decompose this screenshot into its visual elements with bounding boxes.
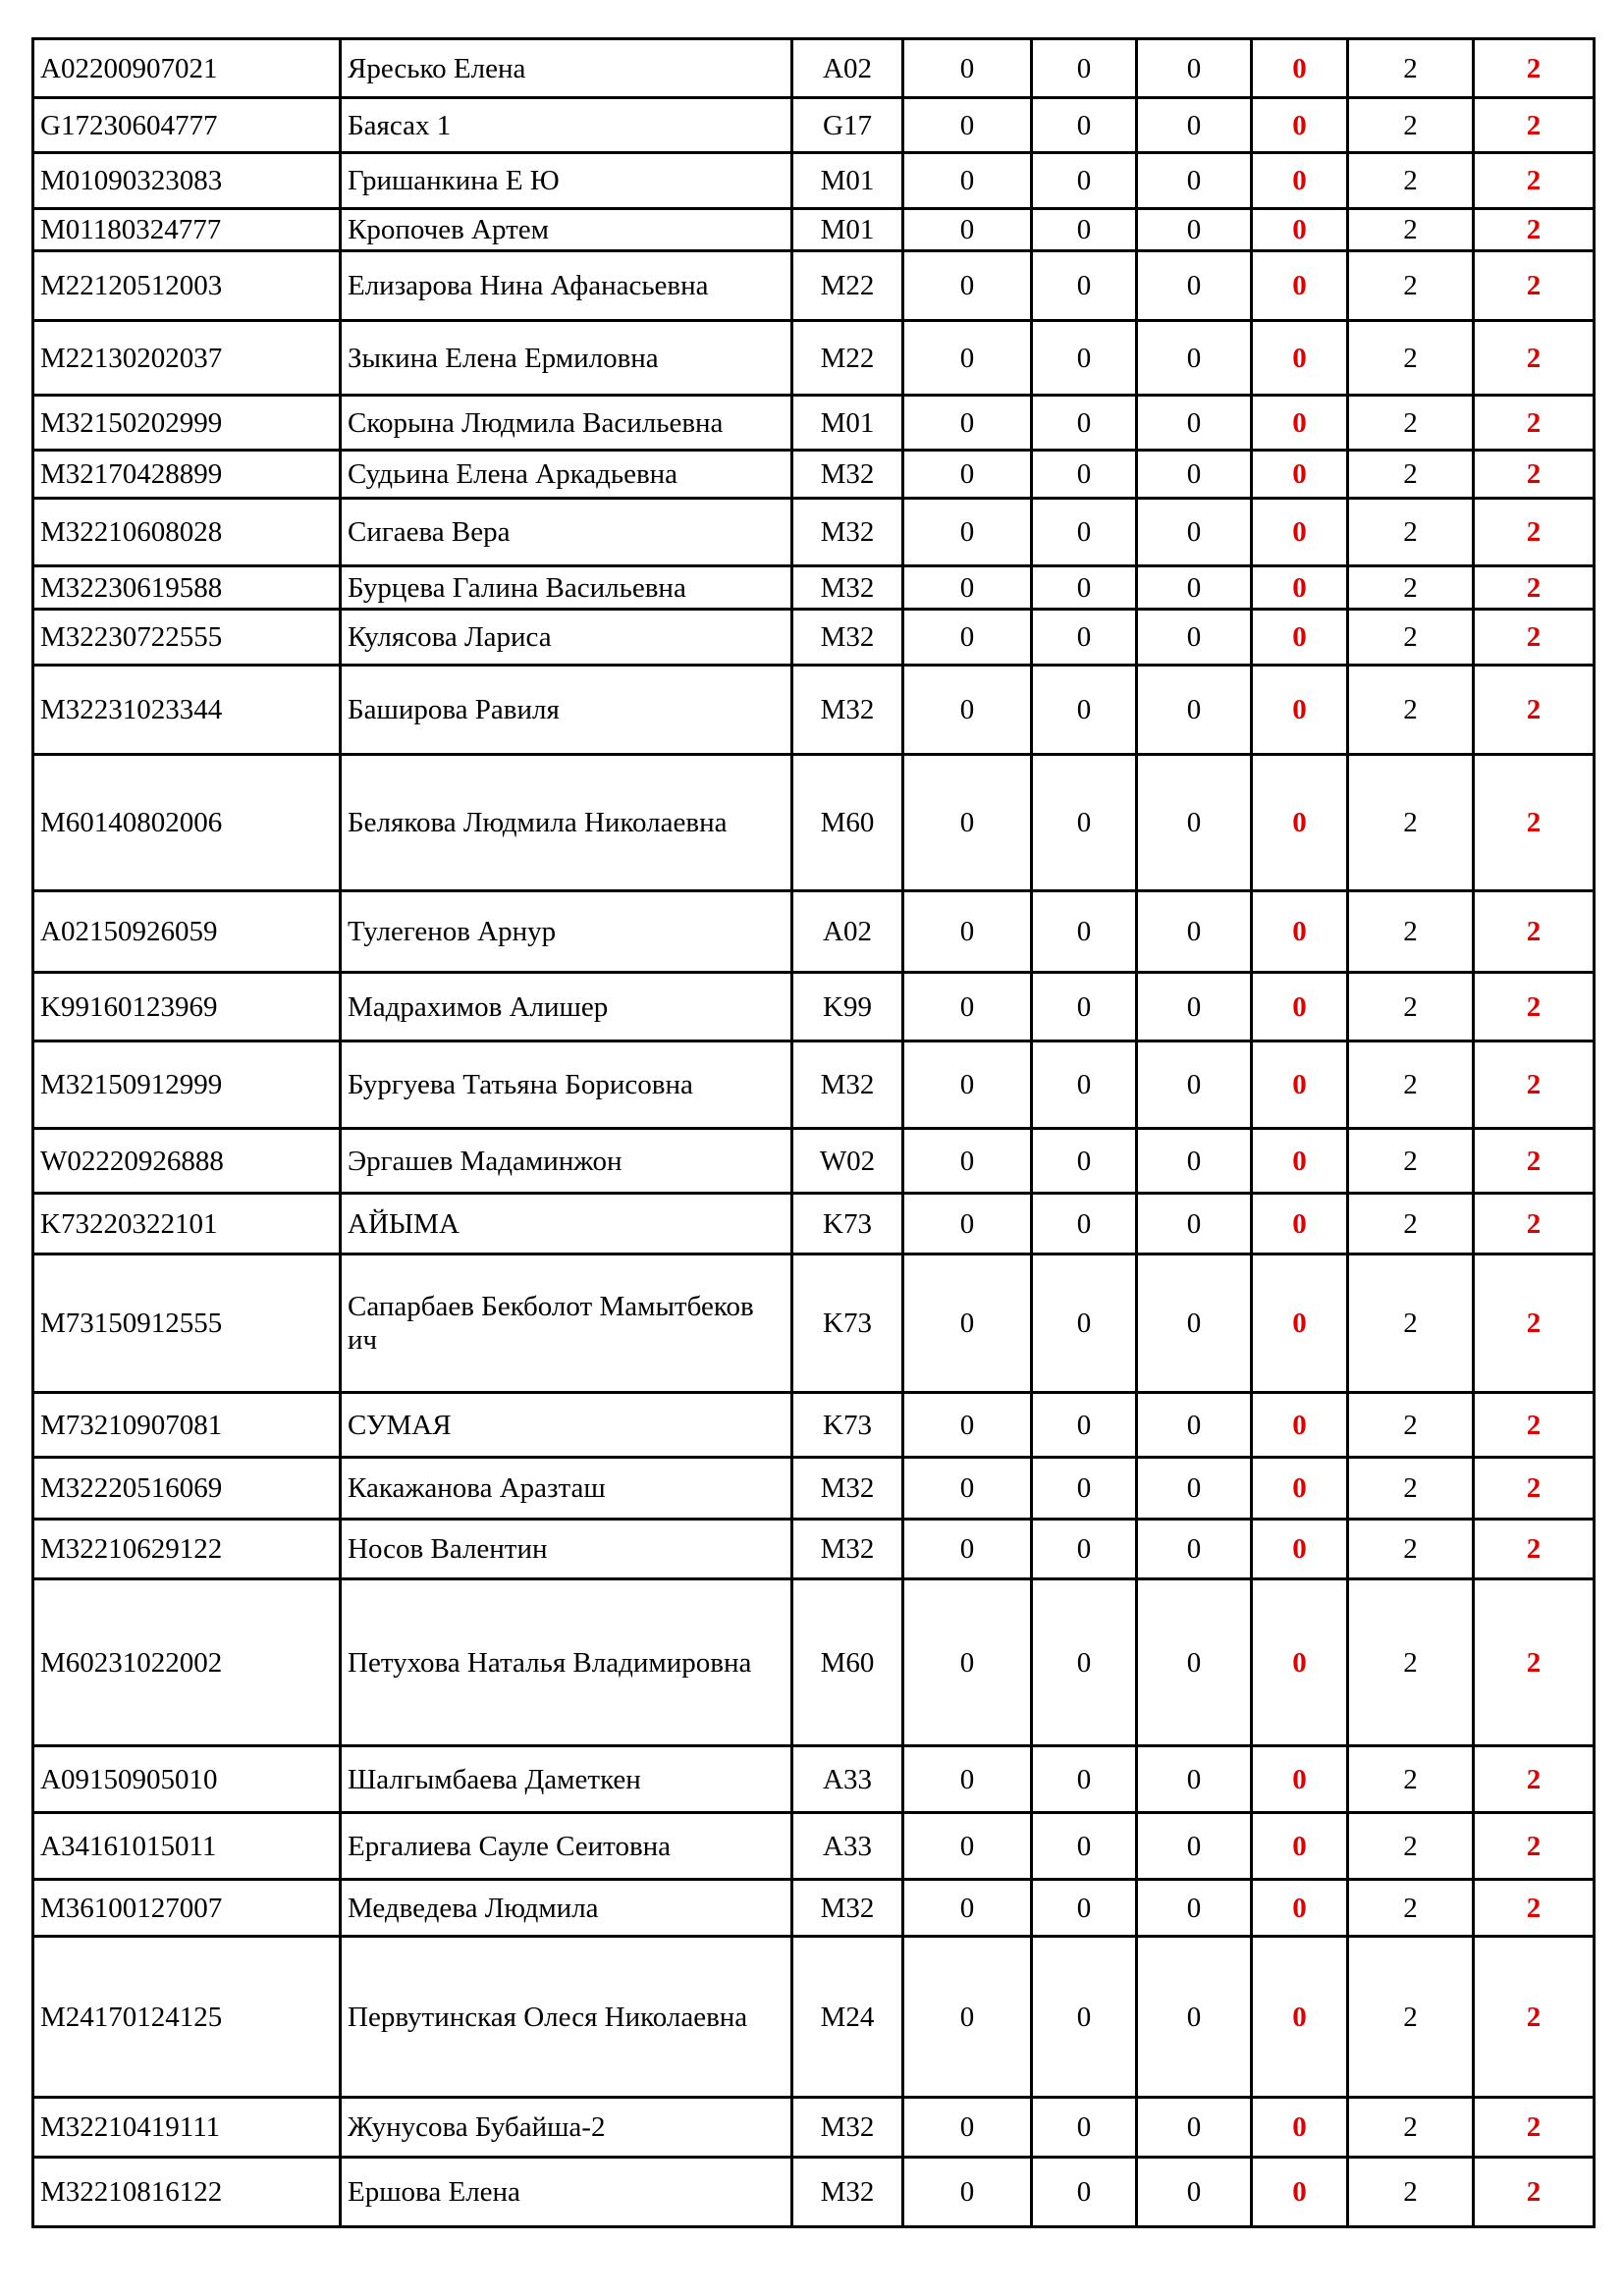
account-id-cell: M32230619588	[33, 566, 341, 610]
value-5-cell: 2	[1348, 499, 1474, 566]
value-5-cell: 2	[1348, 321, 1474, 396]
value-4-cell: 0	[1252, 451, 1348, 499]
client-name-cell: Медведева Людмила	[341, 1880, 792, 1937]
value-5-cell: 2	[1348, 451, 1474, 499]
branch-code-cell: M32	[792, 666, 903, 755]
value-5-cell: 2	[1348, 1129, 1474, 1194]
value-1-cell: 0	[903, 1880, 1032, 1937]
branch-code-cell: M32	[792, 1520, 903, 1579]
value-1-cell: 0	[903, 98, 1032, 153]
table-row	[33, 973, 1595, 1041]
value-3-cell: 0	[1137, 610, 1252, 666]
data-table	[31, 37, 1596, 2228]
value-4-cell: 0	[1252, 891, 1348, 973]
client-name-cell: Гришанкина Е Ю	[341, 153, 792, 209]
value-3-cell: 0	[1137, 1129, 1252, 1194]
value-3-cell: 0	[1137, 1520, 1252, 1579]
account-id-cell: M32230722555	[33, 610, 341, 666]
value-2-cell: 0	[1032, 1129, 1137, 1194]
value-3-cell: 0	[1137, 209, 1252, 251]
value-3-cell: 0	[1137, 666, 1252, 755]
account-id-cell: M32210608028	[33, 499, 341, 566]
value-1-cell: 0	[903, 1813, 1032, 1880]
branch-code-cell: K73	[792, 1194, 903, 1255]
value-5-cell: 2	[1348, 1393, 1474, 1458]
value-4-cell: 0	[1252, 1813, 1348, 1880]
value-3-cell: 0	[1137, 1041, 1252, 1129]
value-2-cell: 0	[1032, 1880, 1137, 1937]
client-name-cell: Ергалиева Сауле Сеитовна	[341, 1813, 792, 1880]
table-row	[33, 98, 1595, 153]
value-6-cell: 2	[1474, 666, 1595, 755]
client-name-cell: Жунусова Бубайша-2	[341, 2098, 792, 2158]
branch-code-cell: W02	[792, 1129, 903, 1194]
account-id-cell: M01180324777	[33, 209, 341, 251]
value-2-cell: 0	[1032, 396, 1137, 451]
branch-code-cell: M32	[792, 610, 903, 666]
value-5-cell: 2	[1348, 1579, 1474, 1746]
value-2-cell: 0	[1032, 1194, 1137, 1255]
value-3-cell: 0	[1137, 891, 1252, 973]
value-3-cell: 0	[1137, 396, 1252, 451]
table-row	[33, 1937, 1595, 2098]
branch-code-cell: M32	[792, 451, 903, 499]
table-row	[33, 891, 1595, 973]
client-name-cell: Яресько Елена	[341, 39, 792, 98]
branch-code-cell: M01	[792, 209, 903, 251]
table-row	[33, 153, 1595, 209]
value-6-cell: 2	[1474, 973, 1595, 1041]
table-row	[33, 251, 1595, 321]
value-4-cell: 0	[1252, 610, 1348, 666]
value-6-cell: 2	[1474, 1520, 1595, 1579]
account-id-cell: M32150912999	[33, 1041, 341, 1129]
value-4-cell: 0	[1252, 98, 1348, 153]
account-id-cell: M32210629122	[33, 1520, 341, 1579]
account-id-cell: K73220322101	[33, 1194, 341, 1255]
value-4-cell: 0	[1252, 1393, 1348, 1458]
value-3-cell: 0	[1137, 153, 1252, 209]
account-id-cell: A02200907021	[33, 39, 341, 98]
table-row	[33, 39, 1595, 98]
value-1-cell: 0	[903, 666, 1032, 755]
value-4-cell: 0	[1252, 153, 1348, 209]
client-name-cell: Первутинская Олеся Николаевна	[341, 1937, 792, 2098]
value-4-cell: 0	[1252, 1520, 1348, 1579]
table-row	[33, 1880, 1595, 1937]
value-4-cell: 0	[1252, 1937, 1348, 2098]
value-5-cell: 2	[1348, 209, 1474, 251]
value-2-cell: 0	[1032, 209, 1137, 251]
value-6-cell: 2	[1474, 251, 1595, 321]
table-row	[33, 1255, 1595, 1393]
value-4-cell: 0	[1252, 2158, 1348, 2227]
table-row	[33, 451, 1595, 499]
value-1-cell: 0	[903, 2098, 1032, 2158]
client-name-cell: Зыкина Елена Ермиловна	[341, 321, 792, 396]
branch-code-cell: A33	[792, 1746, 903, 1813]
value-1-cell: 0	[903, 451, 1032, 499]
account-id-cell: M22120512003	[33, 251, 341, 321]
value-2-cell: 0	[1032, 1520, 1137, 1579]
account-id-cell: A09150905010	[33, 1746, 341, 1813]
value-2-cell: 0	[1032, 98, 1137, 153]
value-1-cell: 0	[903, 251, 1032, 321]
client-name-cell: Скорына Людмила Васильевна	[341, 396, 792, 451]
value-5-cell: 2	[1348, 1746, 1474, 1813]
table-row	[33, 1393, 1595, 1458]
account-id-cell: M32210419111	[33, 2098, 341, 2158]
value-5-cell: 2	[1348, 1937, 1474, 2098]
value-5-cell: 2	[1348, 1458, 1474, 1520]
table-row	[33, 566, 1595, 610]
value-3-cell: 0	[1137, 973, 1252, 1041]
value-4-cell: 0	[1252, 973, 1348, 1041]
value-4-cell: 0	[1252, 666, 1348, 755]
value-2-cell: 0	[1032, 666, 1137, 755]
value-6-cell: 2	[1474, 1746, 1595, 1813]
value-3-cell: 0	[1137, 1746, 1252, 1813]
value-2-cell: 0	[1032, 973, 1137, 1041]
value-6-cell: 2	[1474, 610, 1595, 666]
table-row	[33, 1041, 1595, 1129]
value-6-cell: 2	[1474, 153, 1595, 209]
table-row	[33, 1746, 1595, 1813]
value-3-cell: 0	[1137, 1255, 1252, 1393]
value-1-cell: 0	[903, 499, 1032, 566]
value-3-cell: 0	[1137, 1813, 1252, 1880]
value-6-cell: 2	[1474, 1937, 1595, 2098]
account-id-cell: M01090323083	[33, 153, 341, 209]
value-2-cell: 0	[1032, 1393, 1137, 1458]
value-2-cell: 0	[1032, 755, 1137, 891]
value-6-cell: 2	[1474, 1458, 1595, 1520]
client-name-cell: Какажанова Аразташ	[341, 1458, 792, 1520]
value-2-cell: 0	[1032, 2098, 1137, 2158]
value-2-cell: 0	[1032, 251, 1137, 321]
account-id-cell: M32150202999	[33, 396, 341, 451]
table-row	[33, 1579, 1595, 1746]
branch-code-cell: M22	[792, 251, 903, 321]
account-id-cell: M32220516069	[33, 1458, 341, 1520]
branch-code-cell: K73	[792, 1393, 903, 1458]
client-name-cell: Баясах 1	[341, 98, 792, 153]
value-1-cell: 0	[903, 1579, 1032, 1746]
value-2-cell: 0	[1032, 499, 1137, 566]
client-name-cell: Бургуева Татьяна Борисовна	[341, 1041, 792, 1129]
value-1-cell: 0	[903, 39, 1032, 98]
data-table-container	[31, 37, 1593, 2228]
value-6-cell: 2	[1474, 1393, 1595, 1458]
branch-code-cell: A02	[792, 891, 903, 973]
value-3-cell: 0	[1137, 1458, 1252, 1520]
value-1-cell: 0	[903, 321, 1032, 396]
client-name-cell: Баширова Равиля	[341, 666, 792, 755]
value-5-cell: 2	[1348, 666, 1474, 755]
value-2-cell: 0	[1032, 153, 1137, 209]
value-4-cell: 0	[1252, 1880, 1348, 1937]
value-1-cell: 0	[903, 1129, 1032, 1194]
client-name-cell: Тулегенов Арнур	[341, 891, 792, 973]
value-6-cell: 2	[1474, 1579, 1595, 1746]
table-row	[33, 499, 1595, 566]
client-name-cell: Белякова Людмила Николаевна	[341, 755, 792, 891]
branch-code-cell: M60	[792, 1579, 903, 1746]
value-4-cell: 0	[1252, 1255, 1348, 1393]
value-6-cell: 2	[1474, 2158, 1595, 2227]
table-row	[33, 321, 1595, 396]
branch-code-cell: A02	[792, 39, 903, 98]
value-2-cell: 0	[1032, 1579, 1137, 1746]
client-name-cell: Сапарбаев Бекболот Мамытбеков ич	[341, 1255, 792, 1393]
branch-code-cell: M32	[792, 1880, 903, 1937]
value-3-cell: 0	[1137, 1393, 1252, 1458]
value-5-cell: 2	[1348, 1520, 1474, 1579]
value-6-cell: 2	[1474, 451, 1595, 499]
value-2-cell: 0	[1032, 1813, 1137, 1880]
value-1-cell: 0	[903, 891, 1032, 973]
account-id-cell: G17230604777	[33, 98, 341, 153]
value-6-cell: 2	[1474, 98, 1595, 153]
value-2-cell: 0	[1032, 39, 1137, 98]
value-2-cell: 0	[1032, 566, 1137, 610]
table-row	[33, 209, 1595, 251]
account-id-cell: M22130202037	[33, 321, 341, 396]
value-3-cell: 0	[1137, 451, 1252, 499]
account-id-cell: M32210816122	[33, 2158, 341, 2227]
table-row	[33, 2098, 1595, 2158]
value-2-cell: 0	[1032, 321, 1137, 396]
branch-code-cell: M24	[792, 1937, 903, 2098]
value-1-cell: 0	[903, 566, 1032, 610]
value-3-cell: 0	[1137, 2158, 1252, 2227]
value-1-cell: 0	[903, 610, 1032, 666]
value-5-cell: 2	[1348, 153, 1474, 209]
account-id-cell: A34161015011	[33, 1813, 341, 1880]
value-6-cell: 2	[1474, 209, 1595, 251]
branch-code-cell: M01	[792, 396, 903, 451]
account-id-cell: M32231023344	[33, 666, 341, 755]
account-id-cell: M36100127007	[33, 1880, 341, 1937]
branch-code-cell: M32	[792, 499, 903, 566]
value-6-cell: 2	[1474, 39, 1595, 98]
value-2-cell: 0	[1032, 1937, 1137, 2098]
table-row	[33, 1129, 1595, 1194]
value-1-cell: 0	[903, 1937, 1032, 2098]
client-name-cell: АЙЫМА	[341, 1194, 792, 1255]
value-5-cell: 2	[1348, 973, 1474, 1041]
value-6-cell: 2	[1474, 891, 1595, 973]
value-6-cell: 2	[1474, 1041, 1595, 1129]
client-name-cell: Бурцева Галина Васильевна	[341, 566, 792, 610]
account-id-cell: W02220926888	[33, 1129, 341, 1194]
client-name-cell: Петухова Наталья Владимировна	[341, 1579, 792, 1746]
value-5-cell: 2	[1348, 251, 1474, 321]
value-1-cell: 0	[903, 973, 1032, 1041]
value-4-cell: 0	[1252, 1579, 1348, 1746]
table-row	[33, 755, 1595, 891]
value-5-cell: 2	[1348, 1813, 1474, 1880]
value-1-cell: 0	[903, 1520, 1032, 1579]
value-6-cell: 2	[1474, 1813, 1595, 1880]
client-name-cell: Кропочев Артем	[341, 209, 792, 251]
table-body	[33, 39, 1595, 2227]
table-row	[33, 1520, 1595, 1579]
value-5-cell: 2	[1348, 755, 1474, 891]
value-3-cell: 0	[1137, 755, 1252, 891]
value-6-cell: 2	[1474, 1194, 1595, 1255]
account-id-cell: A02150926059	[33, 891, 341, 973]
account-id-cell: M73150912555	[33, 1255, 341, 1393]
table-row	[33, 610, 1595, 666]
account-id-cell: M24170124125	[33, 1937, 341, 2098]
value-4-cell: 0	[1252, 396, 1348, 451]
value-6-cell: 2	[1474, 1255, 1595, 1393]
table-row	[33, 666, 1595, 755]
branch-code-cell: A33	[792, 1813, 903, 1880]
value-5-cell: 2	[1348, 1255, 1474, 1393]
branch-code-cell: M22	[792, 321, 903, 396]
value-4-cell: 0	[1252, 755, 1348, 891]
value-2-cell: 0	[1032, 891, 1137, 973]
value-1-cell: 0	[903, 396, 1032, 451]
branch-code-cell: M32	[792, 566, 903, 610]
table-row	[33, 1194, 1595, 1255]
client-name-cell: Елизарова Нина Афанасьевна	[341, 251, 792, 321]
value-3-cell: 0	[1137, 499, 1252, 566]
value-5-cell: 2	[1348, 1880, 1474, 1937]
value-1-cell: 0	[903, 1458, 1032, 1520]
value-4-cell: 0	[1252, 321, 1348, 396]
table-row	[33, 1458, 1595, 1520]
client-name-cell: Эргашев Мадаминжон	[341, 1129, 792, 1194]
value-4-cell: 0	[1252, 499, 1348, 566]
table-row	[33, 2158, 1595, 2227]
client-name-cell: Сигаева Вера	[341, 499, 792, 566]
value-4-cell: 0	[1252, 1041, 1348, 1129]
client-name-cell: Носов Валентин	[341, 1520, 792, 1579]
value-5-cell: 2	[1348, 39, 1474, 98]
value-3-cell: 0	[1137, 566, 1252, 610]
value-4-cell: 0	[1252, 251, 1348, 321]
value-4-cell: 0	[1252, 209, 1348, 251]
client-name-cell: Шалгымбаева Даметкен	[341, 1746, 792, 1813]
value-6-cell: 2	[1474, 396, 1595, 451]
value-6-cell: 2	[1474, 2098, 1595, 2158]
value-5-cell: 2	[1348, 566, 1474, 610]
client-name-cell: СУМАЯ	[341, 1393, 792, 1458]
value-5-cell: 2	[1348, 610, 1474, 666]
account-id-cell: K99160123969	[33, 973, 341, 1041]
value-2-cell: 0	[1032, 451, 1137, 499]
branch-code-cell: K73	[792, 1255, 903, 1393]
value-1-cell: 0	[903, 755, 1032, 891]
value-1-cell: 0	[903, 209, 1032, 251]
client-name-cell: Судьина Елена Аркадьевна	[341, 451, 792, 499]
value-4-cell: 0	[1252, 1129, 1348, 1194]
value-5-cell: 2	[1348, 396, 1474, 451]
value-4-cell: 0	[1252, 1194, 1348, 1255]
account-id-cell: M73210907081	[33, 1393, 341, 1458]
value-1-cell: 0	[903, 1194, 1032, 1255]
value-4-cell: 0	[1252, 566, 1348, 610]
value-4-cell: 0	[1252, 39, 1348, 98]
value-3-cell: 0	[1137, 1579, 1252, 1746]
table-row	[33, 1813, 1595, 1880]
value-6-cell: 2	[1474, 1880, 1595, 1937]
value-4-cell: 0	[1252, 1746, 1348, 1813]
value-1-cell: 0	[903, 1393, 1032, 1458]
branch-code-cell: M01	[792, 153, 903, 209]
value-6-cell: 2	[1474, 755, 1595, 891]
value-1-cell: 0	[903, 1255, 1032, 1393]
value-1-cell: 0	[903, 153, 1032, 209]
client-name-cell: Мадрахимов Алишер	[341, 973, 792, 1041]
value-2-cell: 0	[1032, 1746, 1137, 1813]
account-id-cell: M60231022002	[33, 1579, 341, 1746]
value-3-cell: 0	[1137, 1194, 1252, 1255]
branch-code-cell: M32	[792, 2098, 903, 2158]
value-2-cell: 0	[1032, 1041, 1137, 1129]
value-3-cell: 0	[1137, 251, 1252, 321]
table-row	[33, 396, 1595, 451]
value-5-cell: 2	[1348, 891, 1474, 973]
value-3-cell: 0	[1137, 2098, 1252, 2158]
value-3-cell: 0	[1137, 1880, 1252, 1937]
value-6-cell: 2	[1474, 1129, 1595, 1194]
value-3-cell: 0	[1137, 39, 1252, 98]
branch-code-cell: M60	[792, 755, 903, 891]
value-3-cell: 0	[1137, 98, 1252, 153]
client-name-cell: Кулясова Лариса	[341, 610, 792, 666]
branch-code-cell: M32	[792, 1041, 903, 1129]
value-5-cell: 2	[1348, 1041, 1474, 1129]
client-name-cell: Ершова Елена	[341, 2158, 792, 2227]
branch-code-cell: M32	[792, 2158, 903, 2227]
value-3-cell: 0	[1137, 1937, 1252, 2098]
value-2-cell: 0	[1032, 1458, 1137, 1520]
value-1-cell: 0	[903, 1041, 1032, 1129]
value-6-cell: 2	[1474, 566, 1595, 610]
branch-code-cell: M32	[792, 1458, 903, 1520]
branch-code-cell: K99	[792, 973, 903, 1041]
value-5-cell: 2	[1348, 2098, 1474, 2158]
value-4-cell: 0	[1252, 2098, 1348, 2158]
branch-code-cell: G17	[792, 98, 903, 153]
value-4-cell: 0	[1252, 1458, 1348, 1520]
value-5-cell: 2	[1348, 98, 1474, 153]
account-id-cell: M60140802006	[33, 755, 341, 891]
value-1-cell: 0	[903, 1746, 1032, 1813]
value-5-cell: 2	[1348, 2158, 1474, 2227]
value-1-cell: 0	[903, 2158, 1032, 2227]
value-3-cell: 0	[1137, 321, 1252, 396]
value-6-cell: 2	[1474, 321, 1595, 396]
value-2-cell: 0	[1032, 610, 1137, 666]
value-2-cell: 0	[1032, 1255, 1137, 1393]
value-5-cell: 2	[1348, 1194, 1474, 1255]
value-6-cell: 2	[1474, 499, 1595, 566]
account-id-cell: M32170428899	[33, 451, 341, 499]
value-2-cell: 0	[1032, 2158, 1137, 2227]
